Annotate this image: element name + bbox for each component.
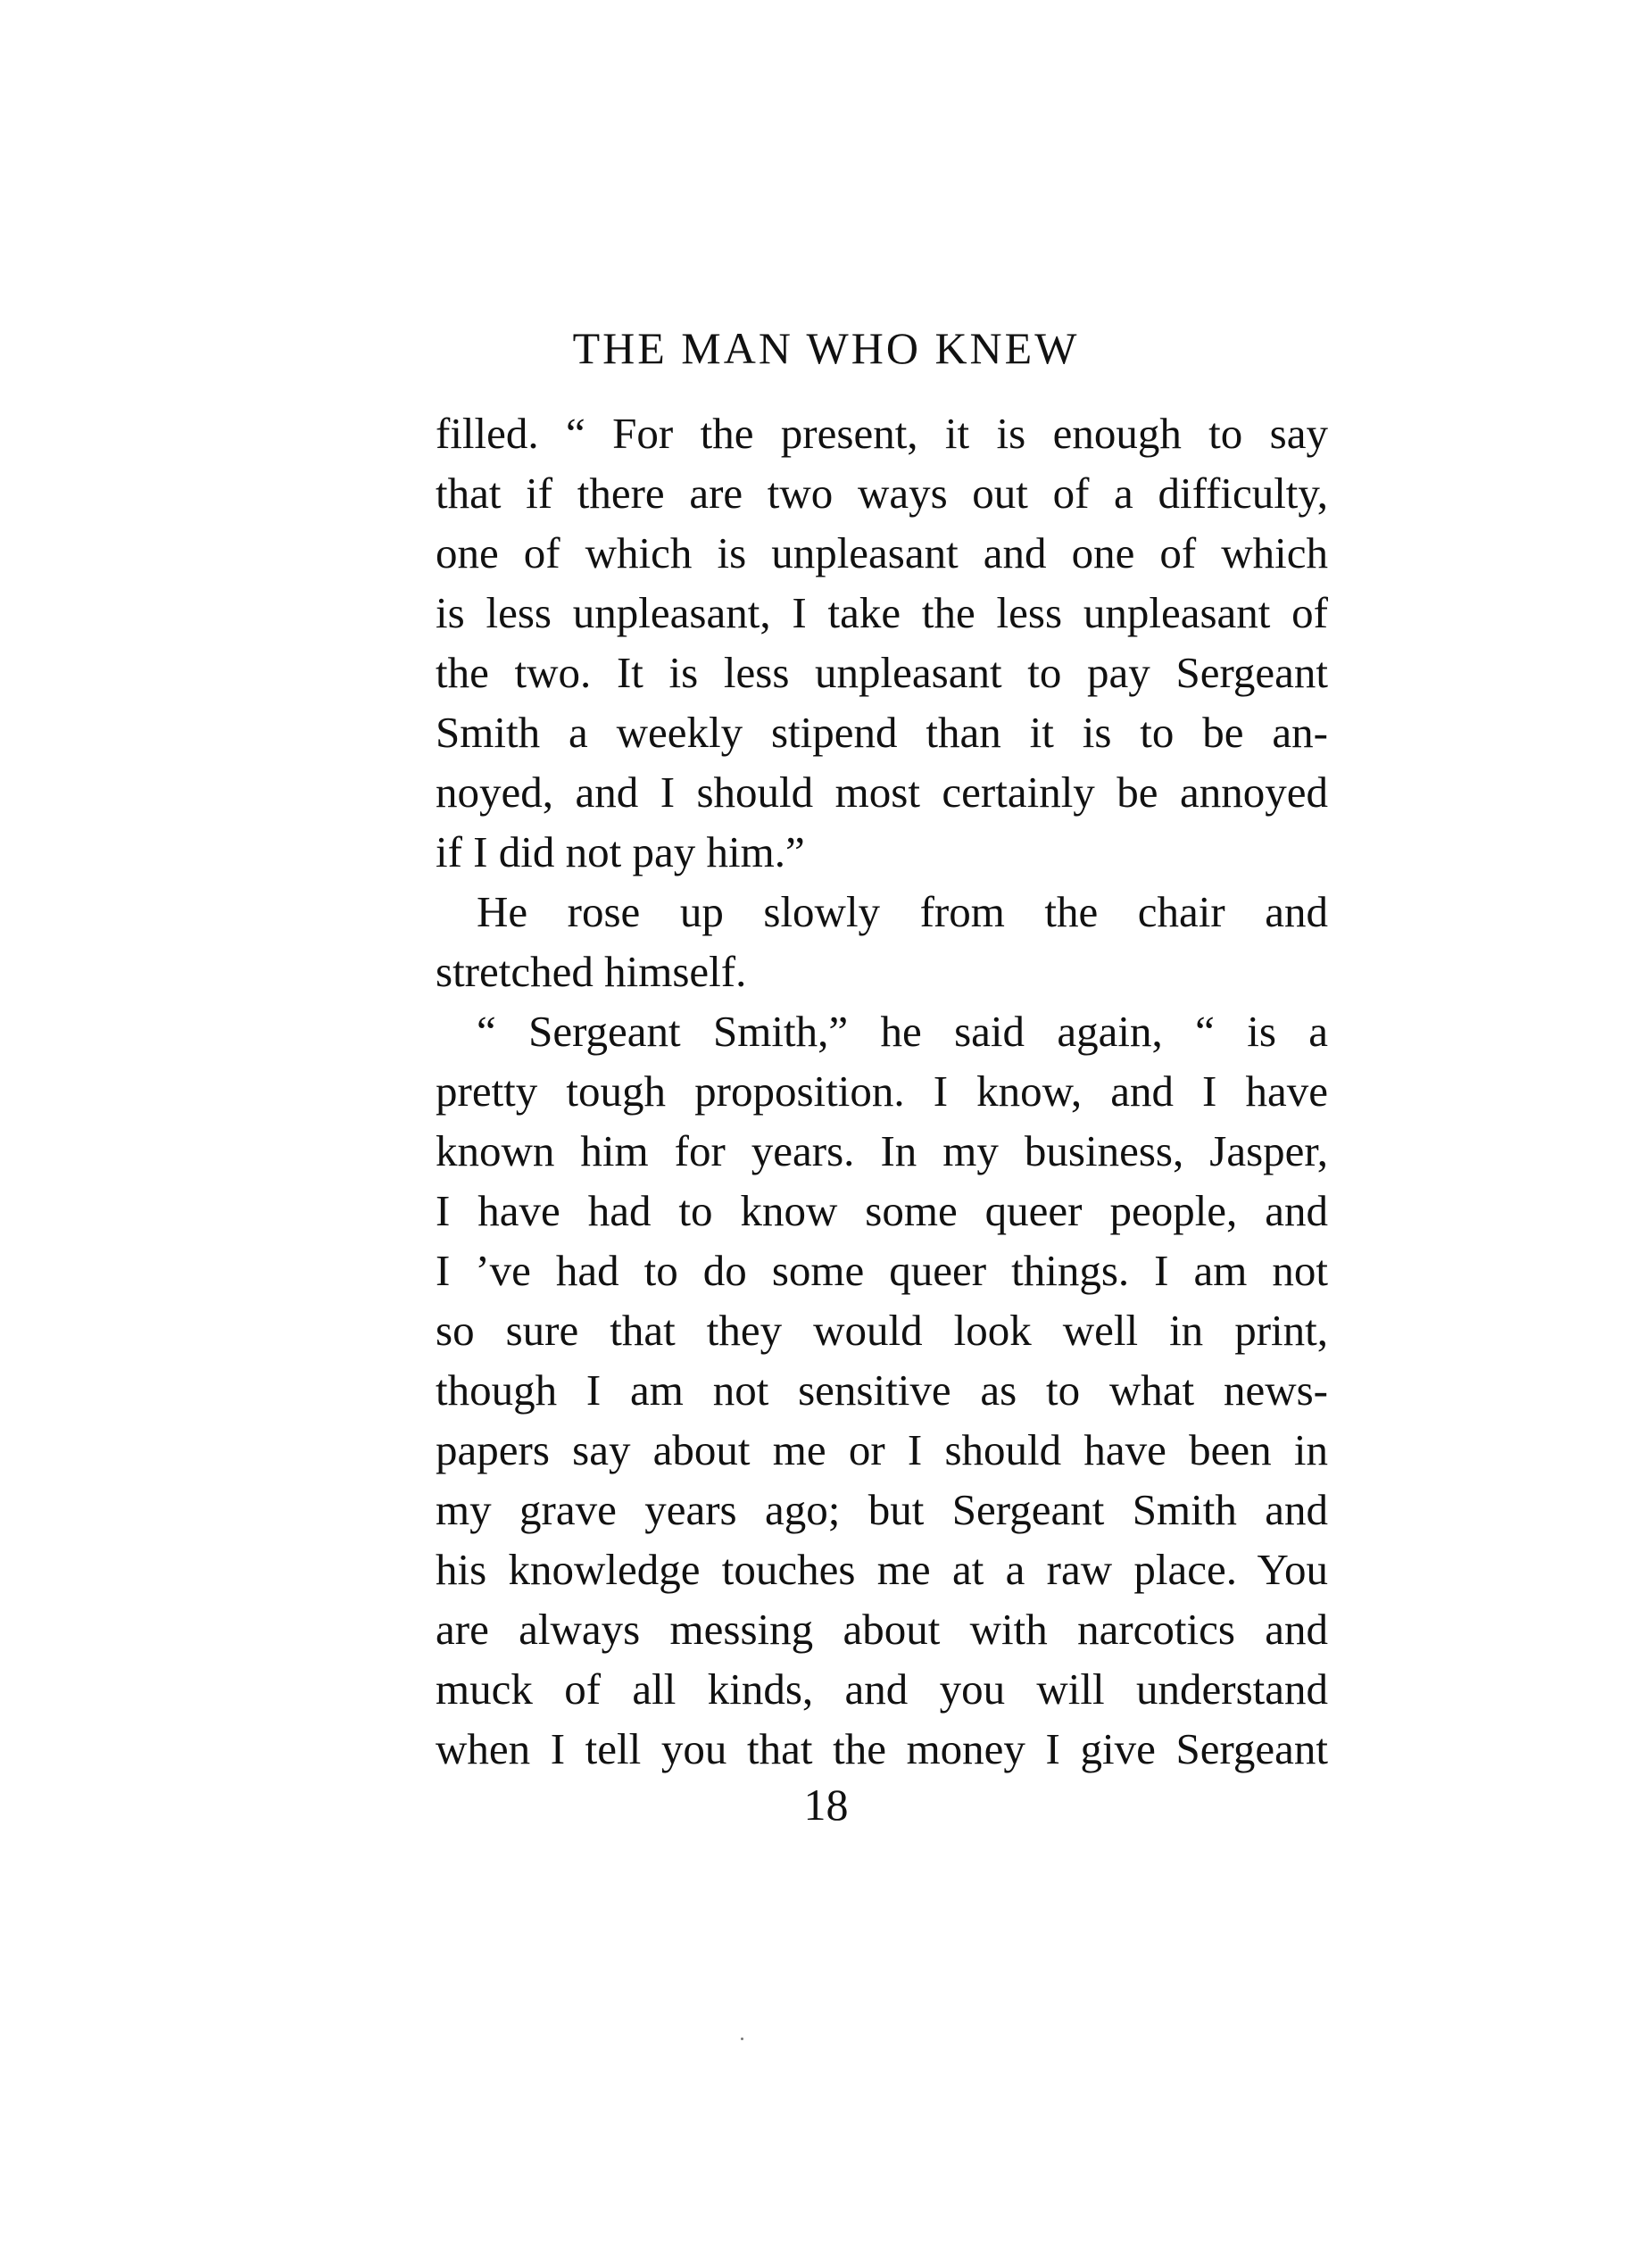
text-line: his knowledge touches me at a raw place. You: [436, 1545, 1328, 1594]
running-head: THE MAN WHO KNEW: [572, 323, 1080, 373]
text-line: though I am not sensitive as to what news-: [436, 1365, 1328, 1415]
text-line: when I tell you that the money I give Sergeant: [436, 1724, 1328, 1773]
text-line: I have had to know some queer people, and: [436, 1186, 1328, 1235]
text-line: are always messing about with narcotics and: [436, 1605, 1328, 1654]
scan-speck: [741, 2038, 743, 2040]
text-line: I ’ve had to do some queer things. I am not: [436, 1246, 1328, 1295]
paragraph: [436, 1001, 1328, 1779]
text-line: muck of all kinds, and you will understand: [436, 1664, 1328, 1714]
text-line: is less unpleasant, I take the less unpleasant of: [436, 588, 1328, 637]
text-line: noyed, and I should most certainly be annoyed: [436, 768, 1328, 817]
text-line: one of which is unpleasant and one of which: [436, 528, 1328, 577]
paragraph: [436, 403, 1328, 882]
body-text: [436, 403, 1328, 1779]
text-line: He rose up slowly from the chair and: [477, 887, 1328, 936]
text-line: stretched himself.: [436, 947, 747, 996]
text-line: papers say about me or I should have been in: [436, 1425, 1328, 1474]
text-line: the two. It is less unpleasant to pay Sergeant: [436, 648, 1328, 697]
text-line: “ Sergeant Smith,” he said again, “ is a: [477, 1007, 1328, 1056]
text-line: so sure that they would look well in print,: [436, 1306, 1328, 1355]
text-line: pretty tough proposition. I know, and I have: [436, 1067, 1328, 1116]
page-number: 18: [803, 1780, 849, 1830]
text-line: my grave years ago; but Sergeant Smith and: [436, 1485, 1328, 1534]
text-line: filled. “ For the present, it is enough to say: [436, 409, 1328, 458]
text-line: known him for years. In my business, Jasper,: [436, 1126, 1328, 1175]
text-line: if I did not pay him.”: [436, 827, 805, 876]
text-line: Smith a weekly stipend than it is to be an-: [436, 708, 1328, 757]
paragraph: [436, 882, 1328, 1001]
text-line: that if there are two ways out of a difficulty,: [436, 469, 1328, 518]
